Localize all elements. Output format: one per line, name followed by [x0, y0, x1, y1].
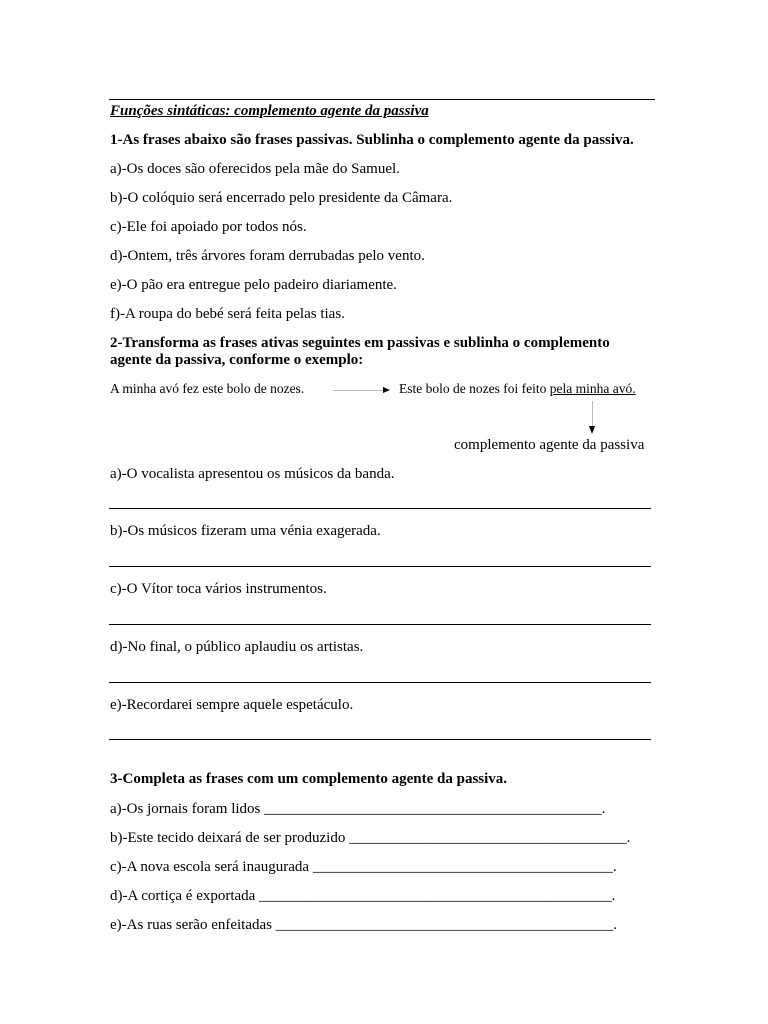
section3-heading: 3-Completa as frases com um complemento agente da passiva. — [110, 771, 508, 787]
page-title: Funções sintáticas: complemento agente da passiva — [110, 103, 429, 119]
section3-item-c[interactable]: c)-A nova escola será inaugurada ________________________________________. — [110, 859, 617, 875]
answer-line-b[interactable] — [109, 566, 651, 567]
section2-item-b: b)-Os músicos fizeram uma vénia exagerada. — [110, 523, 381, 539]
example-arrow-line — [333, 390, 383, 391]
example-pointer-line — [592, 401, 593, 426]
answer-line-d[interactable] — [109, 682, 651, 683]
section3-item-b[interactable]: b)-Este tecido deixará de ser produzido _____________________________________. — [110, 830, 631, 846]
example-passive-prefix: Este bolo de nozes foi feito — [399, 381, 550, 396]
section1-item-b: b)-O colóquio será encerrado pelo presidente da Câmara. — [110, 190, 453, 206]
example-agent-underlined: pela minha avó. — [549, 381, 636, 396]
section2-item-c: c)-O Vítor toca vários instrumentos. — [110, 581, 327, 597]
section2-heading: 2-Transforma as frases ativas seguintes em passivas e sublinha o complemento agente da passiva, conforme o exemplo: — [110, 335, 610, 368]
section3-item-d[interactable]: d)-A cortiça é exportada _______________________________________________. — [110, 888, 616, 904]
section2-item-a: a)-O vocalista apresentou os músicos da banda. — [110, 466, 395, 482]
section2-item-e: e)-Recordarei sempre aquele espetáculo. — [110, 697, 354, 713]
example-caption: complemento agente da passiva — [454, 437, 645, 453]
section1-item-d: d)-Ontem, três árvores foram derrubadas pelo vento. — [110, 248, 425, 264]
answer-line-e[interactable] — [109, 739, 651, 740]
section2-item-d: d)-No final, o público aplaudiu os artistas. — [110, 639, 364, 655]
down-arrow-icon — [589, 426, 595, 434]
right-arrow-icon — [383, 387, 390, 393]
section3-item-e[interactable]: e)-As ruas serão enfeitadas _____________________________________________. — [110, 917, 618, 933]
section1-item-f: f)-A roupa do bebé será feita pelas tias. — [110, 306, 345, 322]
section1-heading: 1-As frases abaixo são frases passivas. Sublinha o complemento agente da passiva. — [110, 132, 634, 148]
section1-item-e: e)-O pão era entregue pelo padeiro diariamente. — [110, 277, 397, 293]
example-active-sentence: A minha avó fez este bolo de nozes. — [110, 381, 305, 396]
example-passive-sentence — [399, 380, 636, 397]
section1-item-c: c)-Ele foi apoiado por todos nós. — [110, 219, 307, 235]
section3-item-a[interactable]: a)-Os jornais foram lidos _____________________________________________. — [110, 801, 606, 817]
top-rule — [109, 99, 655, 100]
answer-line-c[interactable] — [109, 624, 651, 625]
answer-line-a[interactable] — [109, 508, 651, 509]
section1-item-a: a)-Os doces são oferecidos pela mãe do Samuel. — [110, 161, 400, 177]
